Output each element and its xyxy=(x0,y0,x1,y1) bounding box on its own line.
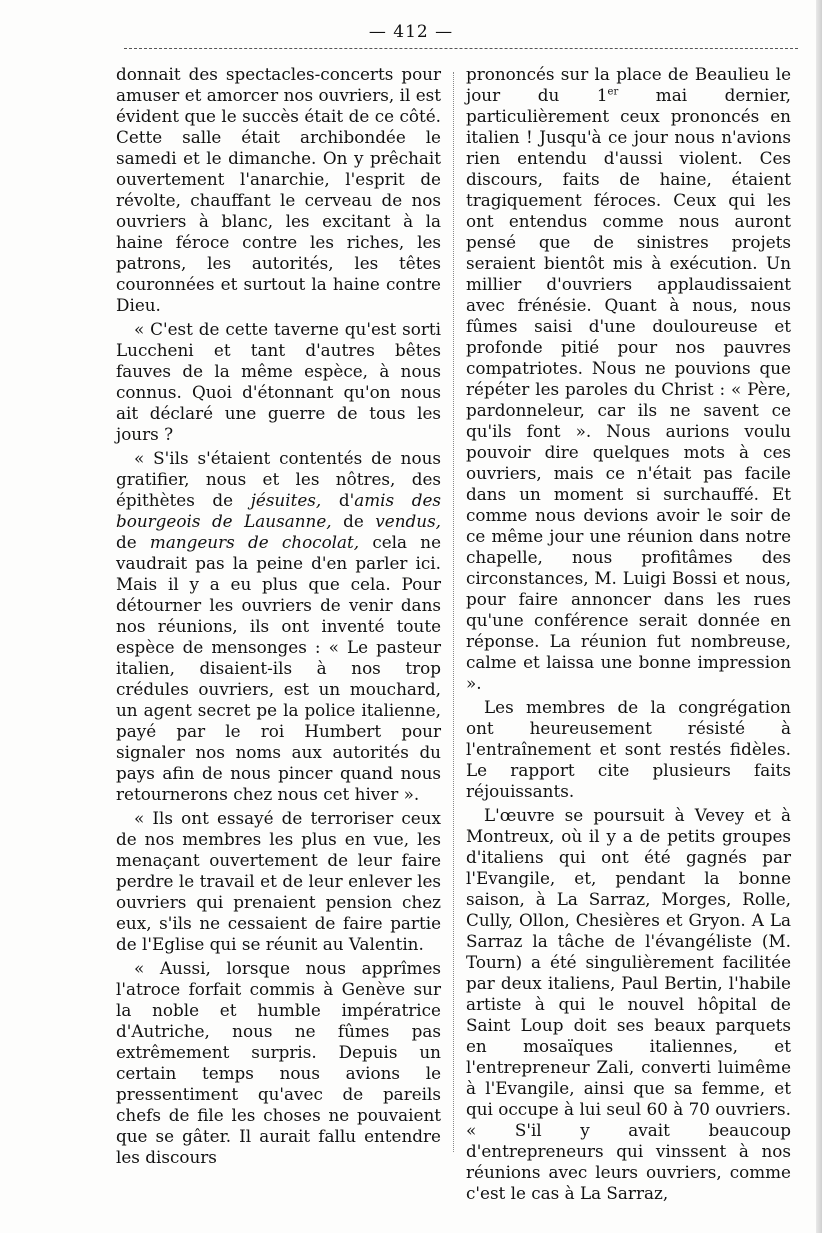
italic-term: jésuites, xyxy=(250,490,322,510)
italic-term: mangeurs de chocolat, xyxy=(149,532,360,552)
paragraph: Les membres de la congrégation ont heureusement résisté à l'entraînement et sont restés fidèles. Le rapport cite plusieurs faits réjouissants. xyxy=(466,697,791,801)
paragraph: « C'est de cette taverne qu'est sorti Luccheni et tant d'autres bêtes fauves de la même espèce, à nous connus. Quoi d'étonnant qu'on nous ait déclaré une guerre de tous les jours ? xyxy=(116,319,441,444)
paragraph-text: Mais il y a eu plus que cela. Pour détourner les ouvriers de venir dans nos réunions, ils ont inventé toute espèce de mensonges : « Le pasteur italien, disaient-ils à nos trop crédules ouvriers, est un mouchard, un agent secret pe la police italienne, payé par le roi Humbert pour signaler nos noms aux autorités du pays afin de nous pincer quand nous retournerons chez nous cet hiver ». xyxy=(116,574,441,804)
right-column xyxy=(466,64,791,1204)
paragraph-text: de xyxy=(331,511,376,531)
page-number: — 412 — xyxy=(368,22,454,42)
paragraph xyxy=(466,64,791,694)
paragraph: donnait des spectacles-concerts pour amuser et amorcer nos ouvriers, il est évident que le succès était de ce côté. Cette salle était archibondée le samedi et le dimanche. On y prêchait ouvertement l'anarchie, l'esprit de révolte, chauffant le cerveau de nos ouvriers à blanc, les excitant à la haine féroce contre les riches, les patrons, les autorités, les têtes couronnées et surtout la haine contre Dieu. xyxy=(116,64,441,315)
paragraph: L'œuvre se poursuit à Vevey et à Montreux, où il y a de petits groupes d'italiens qui ont été gagnés par l'Evangile, et, pendant la bonne saison, à La Sarraz, Morges, Rolle, Cully, Ollon, Chesières et Gryon. A La Sarraz la tâche de l'évangéliste (M. Tourn) a été singulièrement facilitée par deux italiens, Paul Bertin, l'habile artiste à qui le nouvel hôpital de Saint Loup doit ses beaux parquets en mosaïques italiennes, et l'entrepreneur Zali, converti luimême à l'Evangile, ainsi que sa femme, et qui occupe à lui seul 60 à 70 ouvriers. « S'il y avait beaucoup d'entrepreneurs qui vinssent à nos réunions avec leurs ouvriers, comme c'est le cas à La Sarraz, xyxy=(466,805,791,1203)
column-divider xyxy=(453,72,454,1152)
paragraph-epithets xyxy=(116,448,441,805)
superscript: er xyxy=(607,86,619,98)
paragraph: « Ils ont essayé de terroriser ceux de nos membres les plus en vue, les menaçant ouvertement de leur faire perdre le travail et de leur enlever les ouvriers qui prenaient pension chez eux, s'ils ne cessaient de faire partie de l'Eglise qui se réunit au Valentin. xyxy=(116,808,441,954)
paragraph-text: mai dernier, particulièrement ceux prononcés en italien ! Jusqu'à ce jour nous n'avions rien entendu d'aussi violent. Ces discours, faits de haine, étaient tragiquement féroces. Ceux qui les ont entendus comme nous auront pensé que de sinistres projets seraient bientôt mis à exécution. Un millier d'ouvriers applaudissaient avec frénésie. Quant à nous, nous fûmes saisi d'une douloureuse et profonde pitié pour nos pauvres compatriotes. Nous ne pouvions que répéter les paroles du Christ : « Père, pardonneleur, car ils ne savent ce qu'ils font ». Nous aurions voulu pouvoir dire quelques mots à ces ouvriers, mais ce n'était pas facile dans un moment si surchauffé. Et comme nous devions avoir le soir de ce même jour une réunion dans notre chapelle, nous profitâmes des circonstances, M. Luigi Bossi et nous, pour faire annoncer dans les rues qu'une conférence serait donnée en réponse. La réunion fut nombreuse, calme et laissa une bonne impression ». xyxy=(466,85,791,693)
paragraph-text: cela ne vaudrait pas la peine d'en parler ici. xyxy=(116,532,442,573)
paragraph-text: d' xyxy=(321,490,355,510)
paragraph-text: de xyxy=(116,532,150,552)
scan-edge xyxy=(816,0,822,1233)
paragraph: « Aussi, lorsque nous apprîmes l'atroce forfait commis à Genève sur la noble et humble impératrice d'Autriche, nous ne fûmes pas extrêmement surpris. Depuis un certain temps nous avions le pressentiment qu'avec de pareils chefs de file les choses ne pouvaient que se gâter. Il aurait fallu entendre les discours xyxy=(116,958,441,1167)
italic-term: vendus, xyxy=(375,511,442,531)
header-rule xyxy=(124,48,798,49)
paragraph-text: prononcés sur la place de Beaulieu le jour du 1 xyxy=(466,64,791,105)
paragraph-text: « S'ils s'étaient contentés de nous gratifier, nous et les nôtres, des épithètes de xyxy=(116,448,441,510)
italic-term: amis des bourgeois de Lausanne, xyxy=(116,490,441,531)
left-column xyxy=(116,64,441,1168)
